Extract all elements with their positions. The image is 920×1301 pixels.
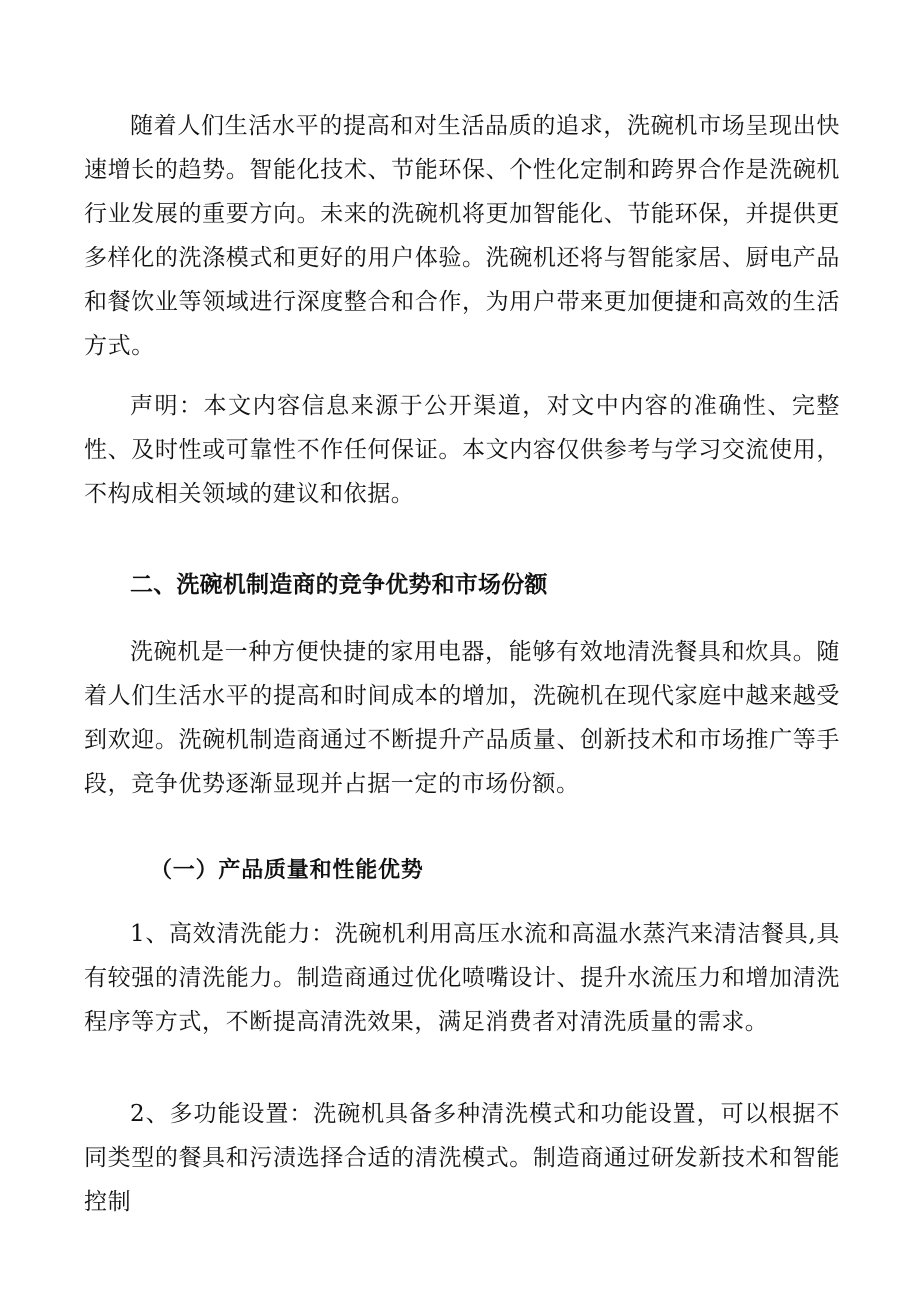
disclaimer-paragraph: 声明：本文内容信息来源于公开渠道，对文中内容的准确性、完整性、及时性或可靠性不作任何保证。本文内容仅供参考与学习交流使用，不构成相关领域的建议和依据。 (84, 393, 840, 507)
multifunction-paragraph: 2、多功能设置：洗碗机具备多种清洗模式和功能设置，可以根据不同类型的餐具和污渍选择合适的清洗模式。制造商通过研发新技术和智能控制 (84, 1101, 840, 1215)
subsection-heading: （一）产品质量和性能优势 (150, 857, 424, 883)
section-intro-paragraph: 洗碗机是一种方便快捷的家用电器，能够有效地清洗餐具和炊具。随着人们生活水平的提高和时间成本的增加，洗碗机在现代家庭中越来越受到欢迎。洗碗机制造商通过不断提升产品质量、创新技术和市场推广等手段，竞争优势逐渐显现并占据一定的市场份额。 (84, 639, 840, 797)
cleaning-ability-paragraph: 1、高效清洗能力：洗碗机利用高压水流和高温水蒸汽来清洁餐具,具有较强的清洗能力。制造商通过优化喷嘴设计、提升水流压力和增加清洗程序等方式，不断提高清洗效果，满足消费者对清洗质量的需求。 (84, 921, 840, 1035)
section-heading: 二、洗碗机制造商的竞争优势和市场份额 (130, 572, 548, 598)
intro-paragraph: 随着人们生活水平的提高和对生活品质的追求，洗碗机市场呈现出快速增长的趋势。智能化技术、节能环保、个性化定制和跨界合作是洗碗机行业发展的重要方向。未来的洗碗机将更加智能化、节能环保，并提供更多样化的洗涤模式和更好的用户体验。洗碗机还将与智能家居、厨电产品和餐饮业等领域进行深度整合和合作，为用户带来更加便捷和高效的生活方式。 (84, 113, 840, 359)
